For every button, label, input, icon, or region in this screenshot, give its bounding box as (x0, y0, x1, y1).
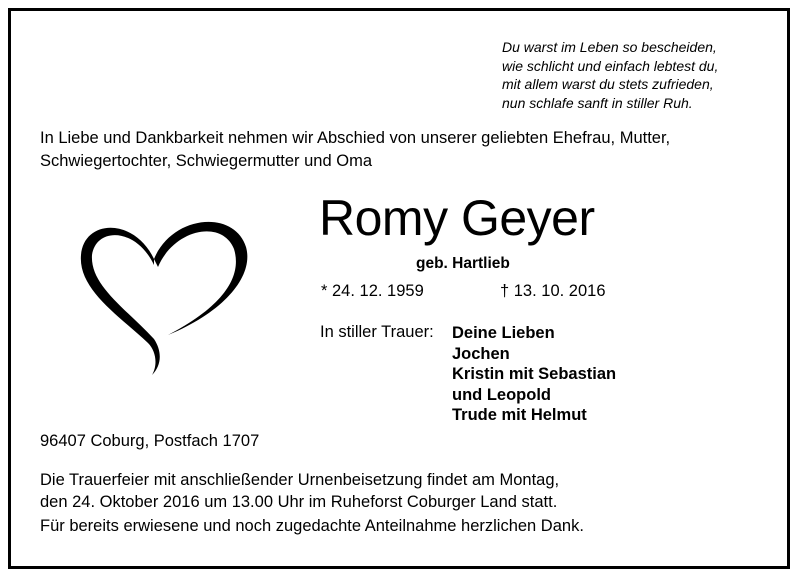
poem-line: wie schlicht und einfach lebtest du, (502, 57, 719, 74)
poem-line: Du warst im Leben so bescheiden, (502, 39, 717, 55)
poem-line: mit allem warst du stets zufrieden, (502, 76, 714, 92)
mourner-name: Deine Lieben (452, 324, 555, 342)
intro-line: In Liebe und Dankbarkeit nehmen wir Abschied von unserer geliebten Ehefrau, Mutter, (40, 129, 671, 147)
maiden-name: geb. Hartlieb (416, 255, 510, 272)
mourners-label: In stiller Trauer: (320, 323, 434, 341)
poem (502, 38, 772, 112)
heart-icon (76, 205, 252, 377)
mourner-name: Jochen (452, 344, 510, 363)
poem-line: nun schlafe sanft in stiller Ruh. (502, 94, 693, 111)
death-date: † 13. 10. 2016 (500, 282, 606, 300)
mourners-list (452, 323, 616, 426)
intro-line: Schwiegertochter, Schwiegermutter und Oma (40, 152, 372, 170)
mourner-name: Trude mit Helmut (452, 406, 587, 425)
deceased-name: Romy Geyer (319, 190, 595, 246)
thanks-note: Für bereits erwiesene und noch zugedachte Anteilnahme herzlichen Dank. (40, 517, 584, 535)
funeral-line: den 24. Oktober 2016 um 13.00 Uhr im Ruheforst Coburger Land statt. (40, 492, 558, 511)
funeral-details (40, 470, 559, 513)
funeral-line: Die Trauerfeier mit anschließender Urnenbeisetzung findet am Montag, (40, 471, 560, 489)
mourner-name: und Leopold (452, 385, 551, 404)
mourner-name: Kristin mit Sebastian (452, 365, 617, 384)
postal-address: 96407 Coburg, Postfach 1707 (40, 432, 260, 450)
birth-date: * 24. 12. 1959 (321, 282, 424, 300)
intro-text (40, 127, 780, 173)
